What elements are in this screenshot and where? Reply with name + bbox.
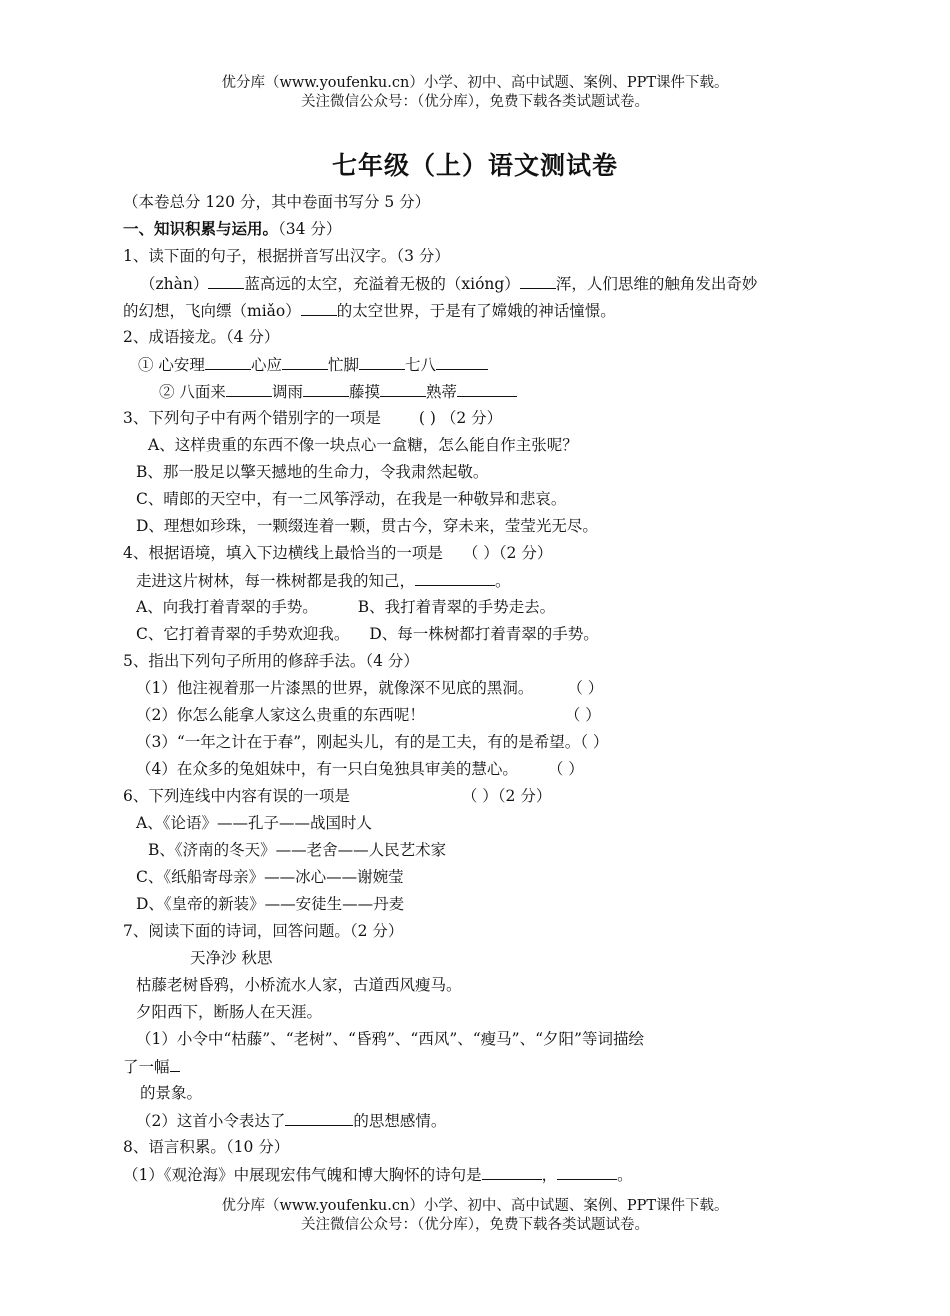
q4-context-end: 。 xyxy=(495,572,511,590)
q2-blank[interactable] xyxy=(457,380,517,397)
q5-item-3 xyxy=(136,731,608,753)
footer-line-2: 关注微信公众号：（优分库），免费下载各类试题试卷。 xyxy=(301,1217,649,1233)
q1-text-2a: 的幻想，飞向缥（miǎo） xyxy=(123,302,301,320)
q1-blank-2[interactable] xyxy=(520,272,556,289)
q3-stem xyxy=(123,407,502,429)
q4-stem xyxy=(123,542,552,564)
q6-stem-text: 6、下列连线中内容有误的一项是 xyxy=(123,787,350,805)
q8-blank-2[interactable] xyxy=(557,1163,617,1180)
q5-item-2 xyxy=(136,704,601,726)
q2-r1-3: 忙脚 xyxy=(327,356,359,374)
q1-stem: 1、读下面的句子，根据拼音写出汉字。（3 分） xyxy=(123,247,450,265)
q3-option-d: D、理想如珍珠，一颗缀连着一颗，贯古今，穿未来，莹莹光无尽。 xyxy=(136,517,598,535)
q8-stem: 8、语言积累。（10 分） xyxy=(123,1138,290,1156)
q4-options-cd xyxy=(136,623,599,645)
q1-text-2b: 的太空世界，于是有了嫦娥的神话憧憬。 xyxy=(336,302,616,320)
q6-option-d: D、《皇帝的新装》——安徒生——丹麦 xyxy=(136,895,405,913)
q2-stem: 2、成语接龙。（4 分） xyxy=(123,328,280,346)
q8-sub-1 xyxy=(123,1163,633,1186)
document-title: 七年级（上）语文测试卷 xyxy=(331,151,618,180)
q7-poem-line-1: 枯藤老树昏鸦，小桥流水人家，古道西风瘦马。 xyxy=(136,976,462,994)
section-1-title: 一、知识积累与运用。 xyxy=(123,219,279,238)
q3-option-b: B、那一股足以擎天撼地的生命力，令我肃然起敬。 xyxy=(136,463,489,481)
q2-row-2 xyxy=(159,380,517,403)
q4-blank[interactable] xyxy=(415,569,495,586)
q2-r2-1: ② 八面来 xyxy=(159,383,226,401)
q4-options-ab xyxy=(136,596,555,618)
q4-option-d: D、每一株树都打着青翠的手势。 xyxy=(369,625,599,643)
q2-blank[interactable] xyxy=(282,353,328,370)
q2-r2-2: 调雨 xyxy=(271,383,303,401)
q2-r1-4: 七八 xyxy=(404,356,436,374)
q7-sub-2 xyxy=(136,1109,446,1132)
q6-option-c: C、《纸船寄母亲》——冰心——谢婉莹 xyxy=(136,868,404,886)
q5-item-4-answer[interactable]: （ ） xyxy=(547,760,584,778)
q7-sub-1-text: 了一幅 xyxy=(123,1058,170,1076)
q7-sub-1-line-2 xyxy=(123,1055,180,1078)
q7-sub-2-end: 的思想感情。 xyxy=(353,1112,447,1130)
q2-blank[interactable] xyxy=(380,380,426,397)
q2-r1-1: ① 心安理 xyxy=(138,356,205,374)
score-note: （本卷总分 120 分，其中卷面书写分 5 分） xyxy=(123,193,431,211)
q7-poem-line-2: 夕阳西下，断肠人在天涯。 xyxy=(136,1003,323,1021)
q1-blank-3[interactable] xyxy=(301,299,337,316)
q1-text-1c: 浑，人们思维的触角发出奇妙 xyxy=(555,275,758,293)
q7-blank-2[interactable] xyxy=(285,1109,353,1126)
section-1-heading xyxy=(123,218,341,240)
page-footer xyxy=(0,1197,950,1235)
q2-blank[interactable] xyxy=(205,353,251,370)
q5-item-4-text: （4）在众多的兔姐妹中，有一只白兔独具审美的慧心。 xyxy=(136,760,518,778)
q5-item-3-text: （3）“一年之计在于春”，刚起头儿，有的是工夫，有的是希望。 xyxy=(136,733,581,751)
q2-r2-4: 熟蒂 xyxy=(425,383,457,401)
q4-context-text: 走进这片树林，每一株树都是我的知己， xyxy=(136,572,416,590)
q8-sub-1-text: （1）《观沧海》中展现宏伟气魄和博大胸怀的诗句是 xyxy=(123,1166,482,1184)
page-header xyxy=(0,74,950,112)
q4-option-a: A、向我打着青翠的手势。 xyxy=(136,598,318,616)
q2-blank[interactable] xyxy=(359,353,405,370)
q4-answer-paren[interactable]: （ ）（2 分） xyxy=(462,544,553,562)
header-line-1: 优分库（www.youfenku.cn）小学、初中、高中试题、案例、PPT课件下载。 xyxy=(221,75,729,91)
q6-answer-paren[interactable]: （ ）（2 分） xyxy=(461,787,552,805)
q1-blank-1[interactable] xyxy=(208,272,244,289)
q1-text-1b: 蓝高远的太空，充溢着无极的（xióng） xyxy=(244,275,520,293)
q6-option-a: A、《论语》——孔子——战国时人 xyxy=(136,814,372,832)
q7-sub-2-text: （2）这首小令表达了 xyxy=(136,1112,286,1130)
q6-option-b: B、《济南的冬天》——老舍——人民艺术家 xyxy=(148,841,447,859)
q5-item-1-answer[interactable]: （ ） xyxy=(567,679,604,697)
q4-stem-text: 4、根据语境，填入下边横线上最恰当的一项是 xyxy=(123,544,443,562)
q1-pinyin-zhan: （zhàn） xyxy=(140,275,209,293)
q1-line-2 xyxy=(123,299,616,322)
q2-blank[interactable] xyxy=(303,380,349,397)
q5-stem: 5、指出下列句子所用的修辞手法。（4 分） xyxy=(123,652,419,670)
q4-context xyxy=(136,569,511,592)
q2-row-1 xyxy=(138,353,488,376)
q2-r2-3: 藤摸 xyxy=(348,383,380,401)
q7-sub-1-line-3: 的景象。 xyxy=(140,1084,203,1102)
q7-stem: 7、阅读下面的诗词，回答问题。（2 分） xyxy=(123,922,404,940)
q3-answer-paren[interactable]: ( ) （2 分） xyxy=(418,409,503,427)
q5-item-2-answer[interactable]: （ ） xyxy=(564,706,601,724)
q8-sub-1-end: 。 xyxy=(617,1166,633,1184)
q3-option-c: C、晴郎的天空中，有一二风筝浮动，在我是一种敬异和悲哀。 xyxy=(136,490,567,508)
q2-r1-2: 心应 xyxy=(250,356,282,374)
q7-blank-1[interactable] xyxy=(170,1055,180,1072)
q3-stem-text: 3、下列句子中有两个错别字的一项是 xyxy=(123,409,381,427)
q2-blank[interactable] xyxy=(226,380,272,397)
q5-item-1 xyxy=(136,677,603,699)
q5-item-3-answer[interactable]: （ ） xyxy=(580,733,609,751)
q5-item-1-text: （1）他注视着那一片漆黑的世界，就像深不见底的黑洞。 xyxy=(136,679,534,697)
q1-line-1 xyxy=(140,272,757,295)
q7-sub-1-line-1: （1）小令中“枯藤”、“老树”、“昏鸦”、“西风”、“瘦马”、“夕阳”等词描绘 xyxy=(136,1030,644,1048)
q4-option-b: B、我打着青翠的手势走去。 xyxy=(357,598,556,616)
footer-line-1: 优分库（www.youfenku.cn）小学、初中、高中试题、案例、PPT课件下载。 xyxy=(221,1198,729,1214)
header-line-2: 关注微信公众号：（优分库），免费下载各类试题试卷。 xyxy=(301,94,649,110)
q2-blank[interactable] xyxy=(436,353,488,370)
q4-option-c: C、它打着青翠的手势欢迎我。 xyxy=(136,625,350,643)
q7-poem-title: 天净沙 秋思 xyxy=(190,949,273,967)
q8-sub-1-comma: ， xyxy=(541,1166,558,1184)
q3-option-a: A、这样贵重的东西不像一块点心一盒糖，怎么能自作主张呢？ xyxy=(148,436,578,454)
section-1-score: （34 分） xyxy=(278,220,342,238)
q8-blank-1[interactable] xyxy=(482,1163,542,1180)
q5-item-2-text: （2）你怎么能拿人家这么贵重的东西呢！ xyxy=(136,706,425,724)
q5-item-4 xyxy=(136,758,584,780)
q6-stem xyxy=(123,785,551,807)
